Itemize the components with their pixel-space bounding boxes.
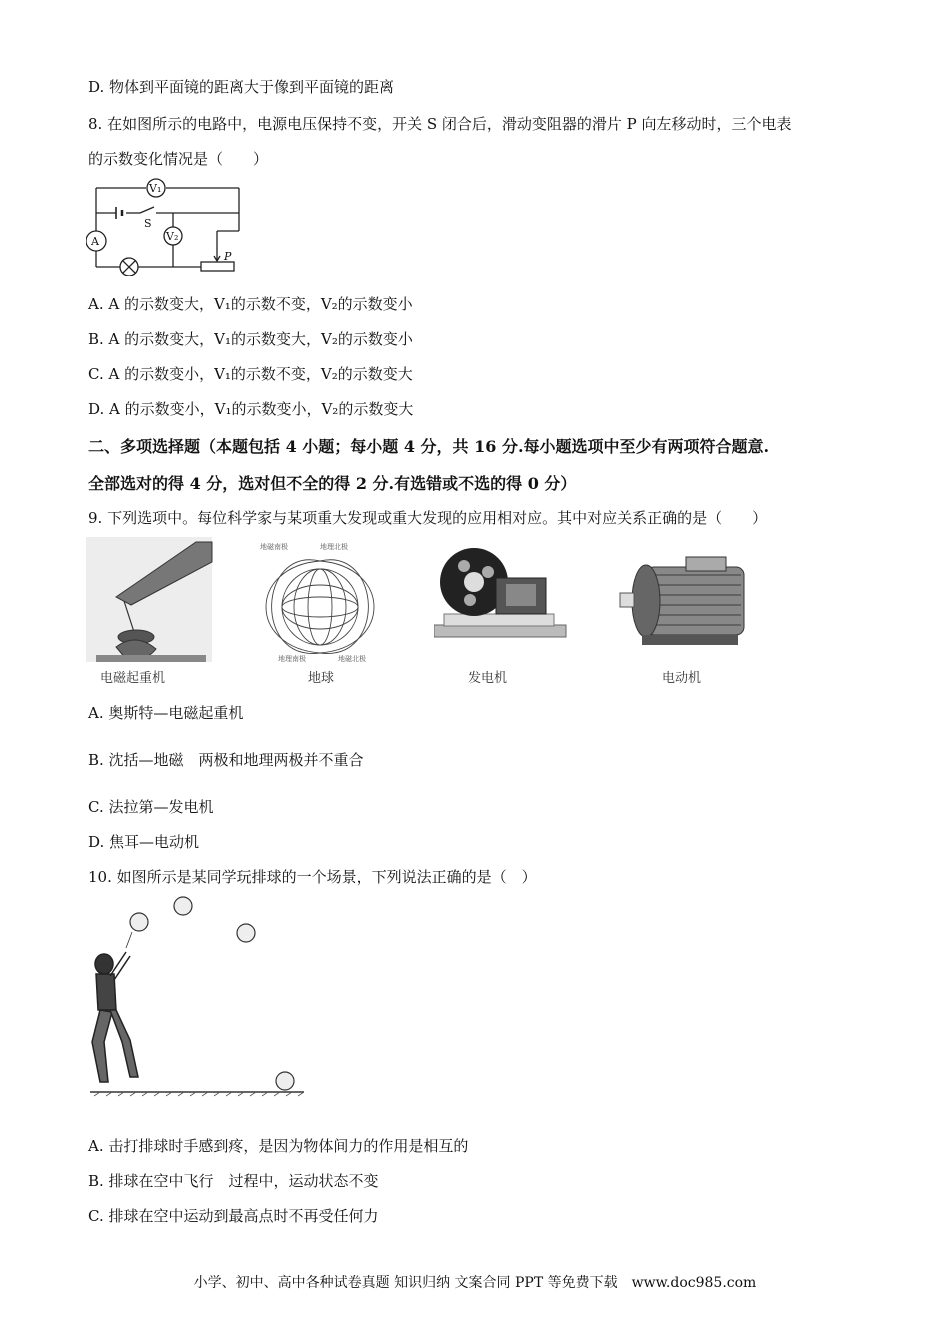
- volleyball-ball-4: [276, 1072, 294, 1090]
- v2-label: V₂: [166, 230, 179, 243]
- q10-stem: 10. 如图所示是某同学玩排球的一个场景，下列说法正确的是（ ）: [88, 868, 537, 886]
- volleyball-ball-1: [174, 897, 192, 915]
- volleyball-ball-2: [130, 913, 148, 931]
- label-geographic-north: 地理北极: [320, 543, 348, 551]
- caption-earth: 地球: [308, 671, 335, 686]
- page-footer: 小学、初中、高中各种试卷真题 知识归纳 文案合同 PPT 等免费下载 www.doc985.com: [193, 1275, 757, 1291]
- label-geomagnetic-north: 地磁北极: [338, 655, 366, 663]
- q10-option-b: B. 排球在空中飞行 过程中，运动状态不变: [88, 1172, 379, 1190]
- electric-motor-image: [616, 545, 756, 688]
- section2-title-line1: 二、多项选择题（本题包括 4 小题；每小题 4 分，共 16 分.每小题选项中至少有两项符合题意.: [88, 437, 770, 456]
- q8-option-c: C. A 的示数变小，V₁的示数不变，V₂的示数变大: [88, 365, 413, 383]
- electromagnetic-crane-image: [86, 537, 214, 687]
- q9-option-c: C. 法拉第—发电机: [88, 798, 214, 816]
- q8-option-b: B. A 的示数变大，V₁的示数变大，V₂的示数变小: [88, 330, 413, 348]
- caption-crane: 电磁起重机: [100, 671, 166, 686]
- q10-option-a: A. 击打排球时手感到疼，是因为物体间力的作用是相互的: [88, 1137, 469, 1155]
- earth-magnetic-field-image: [258, 537, 388, 687]
- v1-label: V₁: [149, 182, 162, 195]
- label-geographic-south: 地理南极: [278, 655, 306, 663]
- volleyball-ball-3: [237, 924, 255, 942]
- q9-option-b: B. 沈括—地磁 两极和地理两极并不重合: [88, 751, 364, 769]
- q8-stem-line1: 8. 在如图所示的电路中，电源电压保持不变，开关 S 闭合后，滑动变阻器的滑片 P 向左移动时，三个电表: [88, 115, 792, 133]
- q8-stem-line2: 的示数变化情况是（ ）: [88, 150, 269, 168]
- q7-option-d: D. 物体到平面镜的距离大于像到平面镜的距离: [88, 78, 395, 96]
- q9-option-a: A. 奥斯特—电磁起重机: [88, 704, 244, 722]
- caption-motor: 电动机: [662, 671, 702, 686]
- q9-option-d: D. 焦耳—电动机: [88, 833, 200, 851]
- q10-option-c: C. 排球在空中运动到最高点时不再受任何力: [88, 1207, 379, 1225]
- generator-image: [434, 540, 574, 688]
- switch-label: S: [144, 217, 152, 230]
- volleyball-scene-image: [86, 892, 308, 1102]
- ammeter-label: A: [91, 235, 99, 248]
- q9-stem: 9. 下列选项中。每位科学家与某项重大发现或重大发现的应用相对应。其中对应关系正确的是（ ）: [88, 509, 768, 527]
- q8-option-d: D. A 的示数变小，V₁的示数变小，V₂的示数变大: [88, 400, 414, 418]
- caption-generator: 发电机: [468, 671, 508, 686]
- label-geomagnetic-south: 地磁南极: [260, 543, 288, 551]
- slider-label: P: [224, 250, 232, 263]
- section2-title-line2: 全部选对的得 4 分，选对但不全的得 2 分.有选错或不选的得 0 分）: [88, 474, 577, 493]
- q8-option-a: A. A 的示数变大，V₁的示数不变，V₂的示数变小: [88, 295, 413, 313]
- circuit-diagram: [86, 176, 256, 276]
